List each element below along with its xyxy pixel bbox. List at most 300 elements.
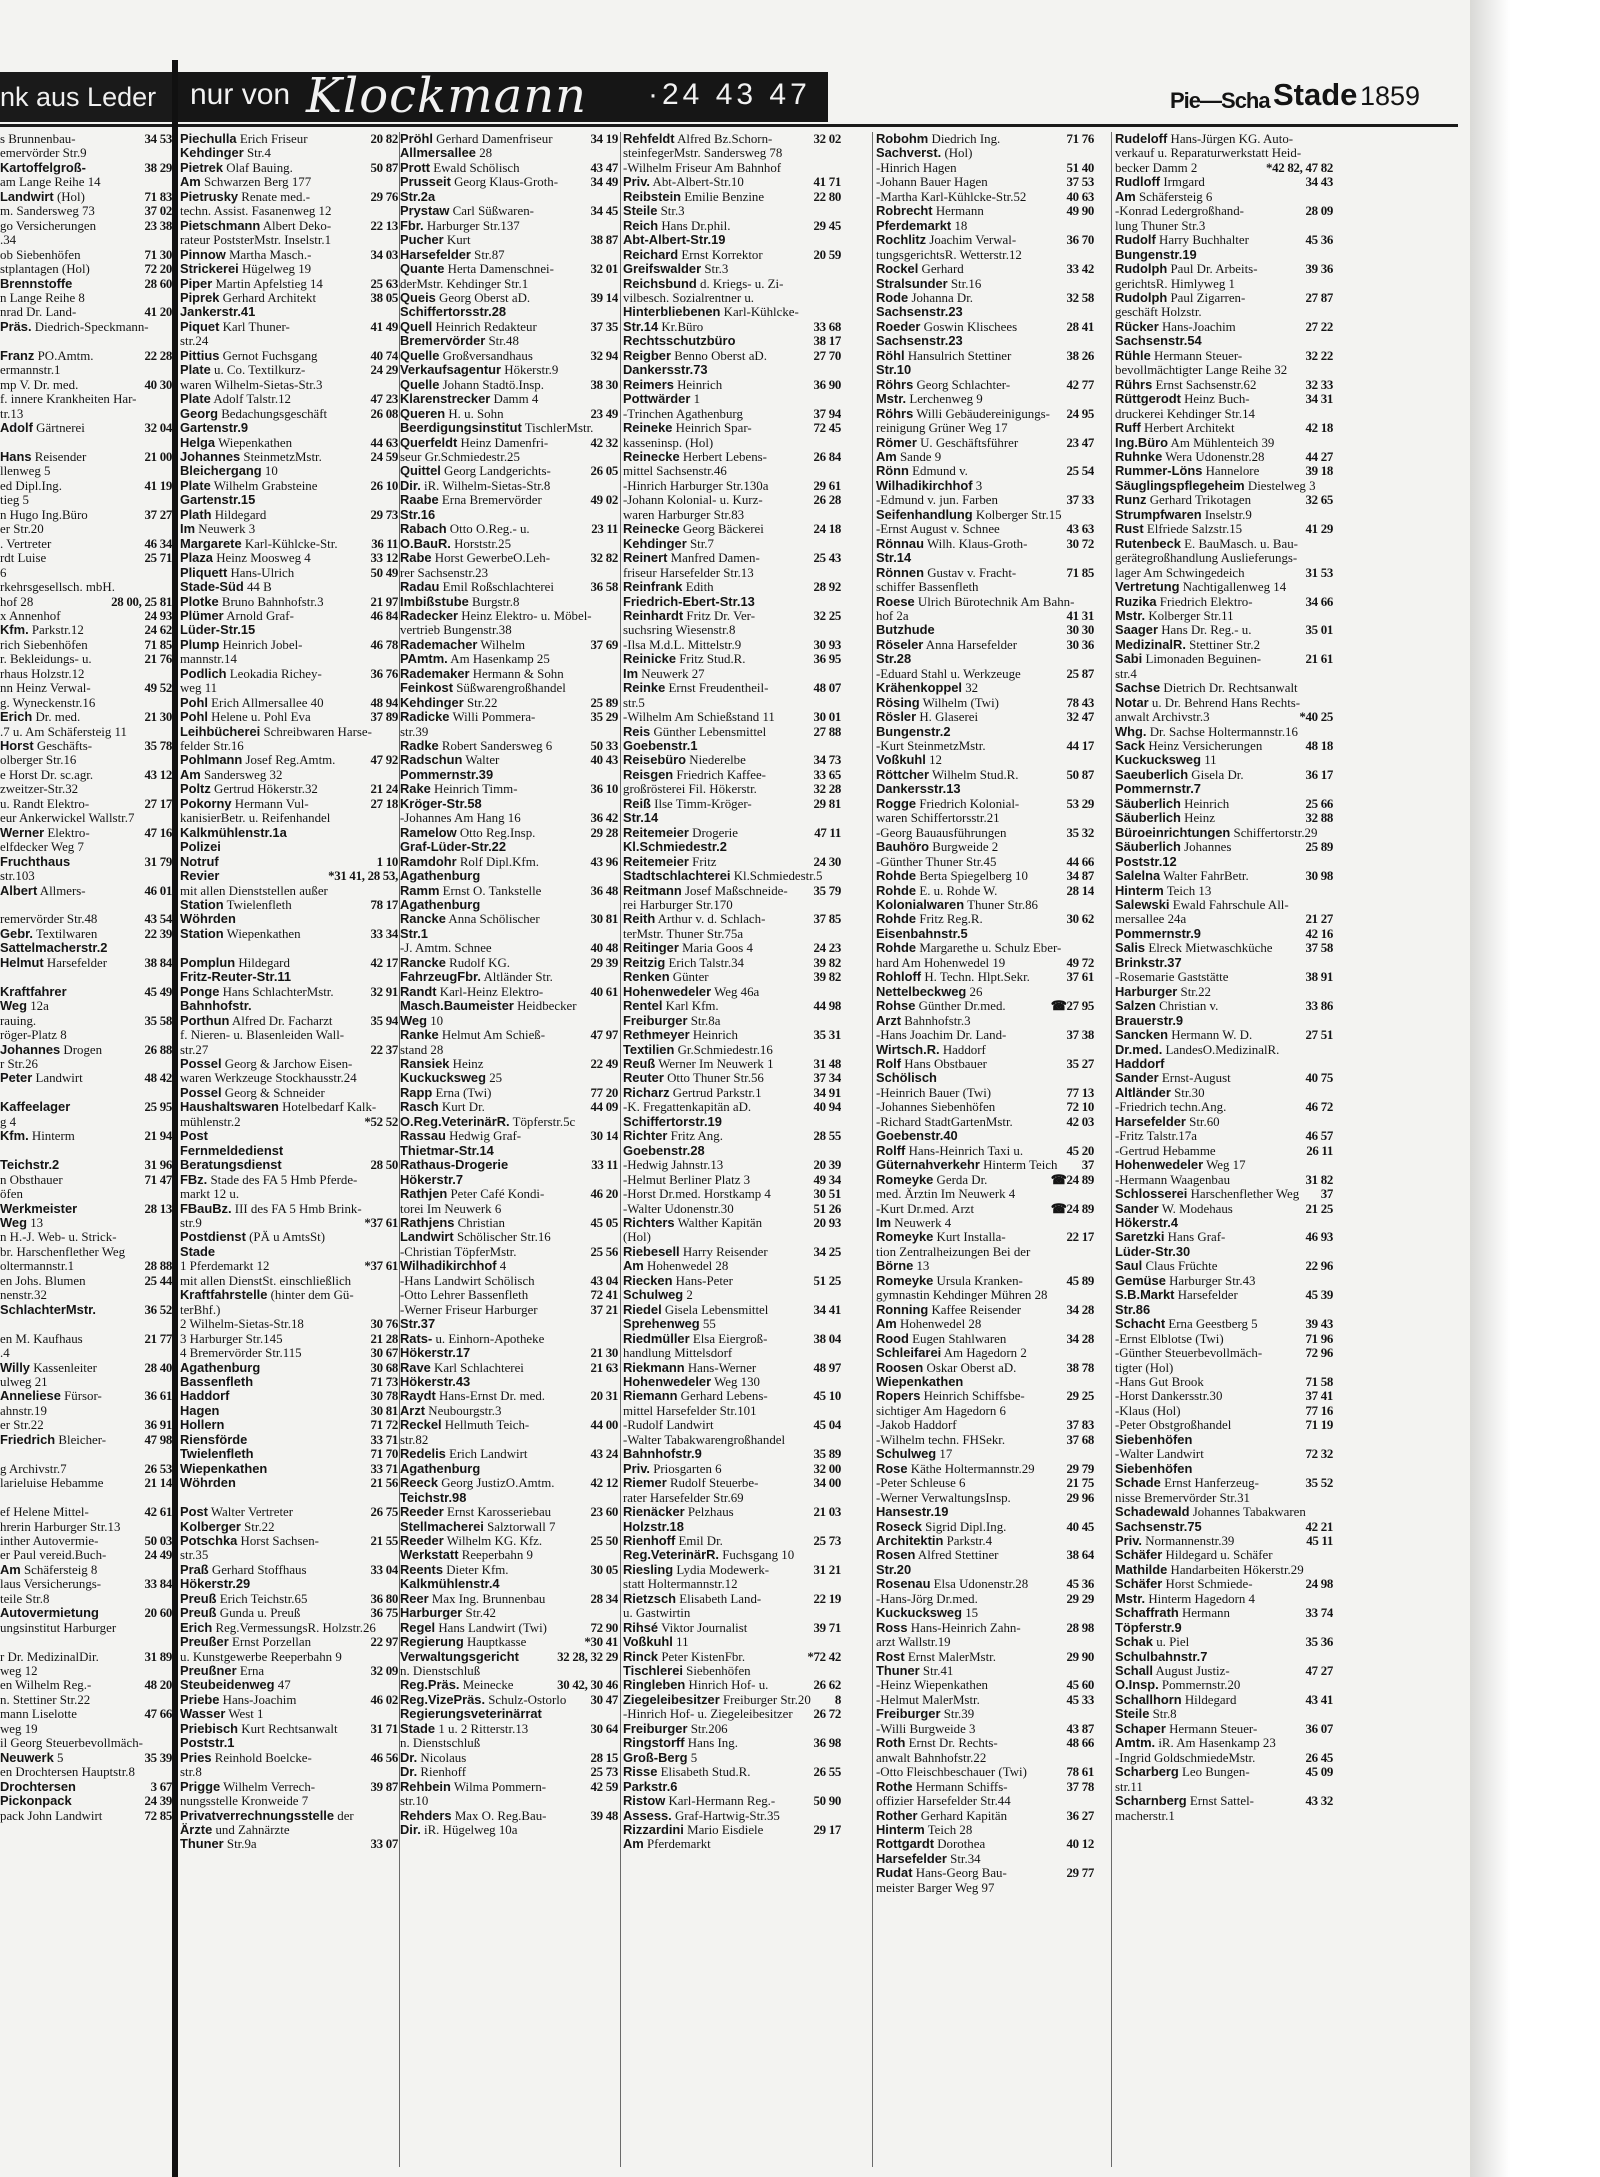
phone-number: 48 18 [1305, 739, 1333, 754]
directory-entry-line [876, 305, 1094, 319]
entry-text: Röttcher Wilhelm Stud.R. [876, 767, 1019, 782]
entry-text: Kehdinger Str.4 [180, 146, 271, 161]
directory-entry-line [876, 652, 1094, 666]
phone-number: 41 20 [144, 305, 172, 320]
entry-text: pack John Landwirt [0, 1808, 103, 1823]
directory-entry-line [623, 1476, 841, 1490]
entry-text: Riensförde [180, 1432, 248, 1447]
entry-text: Pottwärder 1 [623, 392, 701, 407]
entry-text: kasseninsp. (Hol) [623, 435, 714, 450]
directory-entry-line [623, 1837, 841, 1851]
phone-number: 42 03 [1066, 1114, 1094, 1129]
directory-entry-line [180, 1635, 398, 1649]
entry-text: Rudolf Harry Buchhalter [1115, 233, 1249, 248]
entry-text: Kolonialwaren Thuner Str.86 [876, 898, 1038, 913]
entry-text: Georg Bedachungsgeschäft [180, 406, 328, 421]
phone-number: 36 27 [1066, 1808, 1094, 1823]
directory-entry-line [1115, 436, 1333, 450]
phone-number: 47 66 [144, 1707, 172, 1722]
directory-entry-line [180, 233, 398, 247]
directory-entry-line [876, 1577, 1094, 1591]
phone-number: 33 86 [1305, 999, 1333, 1014]
entry-text: str.9 [180, 1215, 202, 1230]
phone-number: 32 94 [590, 348, 618, 363]
phone-number: 47 16 [144, 825, 172, 840]
directory-entry-line [180, 1317, 398, 1331]
entry-text: -Hans Landwirt Schölisch [400, 1273, 535, 1288]
directory-entry-line [180, 1621, 398, 1635]
phone-number: 26 08 [370, 406, 398, 421]
entry-text: n Obsthauer [0, 1172, 63, 1187]
directory-entry-line [400, 334, 618, 348]
entry-text: Ramdohr Rolf Dipl.Kfm. [400, 854, 539, 869]
entry-text: Butzhude [876, 623, 935, 638]
phone-number: 34 45 [590, 204, 618, 219]
directory-entry-line [623, 884, 841, 898]
phone-number: 39 82 [813, 970, 841, 985]
directory-entry-line [623, 1346, 841, 1360]
directory-entry-line [180, 609, 398, 623]
directory-entry-line [0, 912, 172, 926]
phone-number: 29 76 [370, 189, 398, 204]
entry-text: Polizei [180, 840, 221, 855]
directory-entry-line [1115, 1447, 1333, 1461]
entry-text: Sabi Limonaden Beguinen- [1115, 652, 1262, 667]
entry-text: Rohse Günther Dr.med. [876, 999, 1006, 1014]
phone-number: 32 25 [813, 608, 841, 623]
directory-entry-line [400, 1202, 618, 1216]
phone-number: 28 09 [1305, 204, 1333, 219]
directory-entry-line [0, 1129, 172, 1143]
entry-text: -Willi Burgweide 3 [876, 1721, 976, 1736]
entry-text: Seifenhandlung Kolberger Str.15 [876, 507, 1062, 522]
phone-number: 26 45 [1305, 1750, 1333, 1765]
entry-text: Hans Reisender [0, 449, 87, 464]
directory-entry-line [0, 1317, 172, 1331]
directory-entry-line [0, 1043, 172, 1057]
entry-text: 2 Wilhelm-Sietas-Str.18 [180, 1317, 304, 1332]
entry-text: str.10 [400, 1794, 429, 1809]
phone-number: 22 97 [370, 1635, 398, 1650]
entry-text: remervörder Str.48 [0, 912, 98, 927]
phone-number: *30 41 [584, 1635, 618, 1650]
phone-number: 47 92 [370, 753, 398, 768]
entry-text: Pittius Gernot Fuchsgang [180, 348, 318, 363]
phone-number: 40 48 [590, 941, 618, 956]
phone-number: 37 [1081, 1158, 1094, 1173]
entry-text: Rohde Fritz Reg.R. [876, 912, 983, 927]
phone-number: 34 53 [144, 132, 172, 146]
entry-text: Hökerstr.7 [400, 1172, 464, 1187]
directory-entry-line [623, 797, 841, 811]
phone-number: 40 45 [1066, 1519, 1094, 1534]
entry-text: Reineke Heinrich Spar- [623, 421, 752, 436]
directory-entry-line [400, 1028, 618, 1042]
phone-number: 41 31 [1066, 608, 1094, 623]
entry-text: tr.13 [0, 406, 24, 421]
directory-entry-line [400, 508, 618, 522]
phone-number: 77 13 [1066, 1085, 1094, 1100]
phone-number: 24 30 [813, 854, 841, 869]
phone-number: 45 33 [1066, 1692, 1094, 1707]
entry-text: Ramelow Otto Reg.Insp. [400, 825, 536, 840]
entry-text: Reich Hans Dr.phil. [623, 218, 731, 233]
directory-entry-line [180, 1751, 398, 1765]
entry-text: waren Harburger Str.83 [623, 507, 745, 522]
phone-number: 32 91 [370, 984, 398, 999]
directory-entry-line [623, 1534, 841, 1548]
entry-text: Priv. Normannenstr.39 [1115, 1533, 1235, 1548]
entry-text: Saager Hans Dr. Reg.- u. [1115, 623, 1252, 638]
entry-text: Schade Ernst Hanferzeug- [1115, 1476, 1259, 1491]
directory-entry-line [180, 1216, 398, 1230]
directory-entry-line [1115, 1057, 1333, 1071]
phone-number: 44 27 [1305, 449, 1333, 464]
entry-text: Schacht Erna Geestberg 5 [1115, 1317, 1258, 1332]
entry-text: Riekmann Hans-Werner [623, 1360, 757, 1375]
phone-number: 33 07 [370, 1837, 398, 1852]
phone-number: 30 81 [590, 912, 618, 927]
directory-entry-line [623, 1736, 841, 1750]
directory-entry-line [0, 407, 172, 421]
directory-entry-line [0, 161, 172, 175]
phone-number: 43 63 [1066, 522, 1094, 537]
phone-number: 22 28 [144, 348, 172, 363]
directory-entry-line [876, 970, 1094, 984]
phone-number: 37 21 [590, 1302, 618, 1317]
entry-text: eur Ankerwickel Wallstr.7 [0, 811, 135, 826]
directory-entry-line [623, 1505, 841, 1519]
directory-entry-line [623, 1462, 841, 1476]
header-rule [0, 124, 1458, 127]
entry-text: str.27 [180, 1042, 209, 1057]
phone-number: 21 61 [1305, 652, 1333, 667]
directory-entry-line [0, 797, 172, 811]
directory-entry-line [1115, 262, 1333, 276]
entry-text: Kfm. Parkstr.12 [0, 623, 84, 638]
entry-text: Kraftfahrstelle (hinter dem Gü- [180, 1288, 354, 1303]
directory-entry-line [180, 1736, 398, 1750]
phone-number: 33 71 [370, 1432, 398, 1447]
entry-text: Reigber Benno Oberst aD. [623, 348, 767, 363]
entry-text: Sachsenstr.54 [1115, 334, 1202, 349]
entry-text: -Kurt Dr.med. Arzt [876, 1201, 975, 1216]
directory-entry-line [876, 609, 1094, 623]
entry-text: Str.37 [400, 1317, 436, 1332]
entry-text: Plath Hildegard [180, 507, 267, 522]
entry-text: Richter Fritz Ang. [623, 1129, 723, 1144]
directory-entry-line [876, 1216, 1094, 1230]
entry-text: ob Siebenhöfen [0, 247, 81, 262]
entry-text: Im Neuwerk 3 [180, 522, 256, 537]
directory-entry-line [180, 1288, 398, 1302]
entry-text: bevollmächtigter Lange Reihe 32 [1115, 363, 1288, 378]
directory-entry-line [0, 840, 172, 854]
directory-entry-line [180, 811, 398, 825]
directory-entry-line [180, 782, 398, 796]
directory-entry-line [1115, 508, 1333, 522]
directory-entry-line [623, 146, 841, 160]
directory-entry-line [0, 1361, 172, 1375]
directory-entry-line [180, 768, 398, 782]
phone-number: 20 93 [813, 1215, 841, 1230]
directory-entry-line [876, 1361, 1094, 1375]
entry-text: Schäfer Hildegard u. Schäfer [1115, 1548, 1273, 1563]
entry-text: Riesling Lydia Modewerk- [623, 1562, 770, 1577]
entry-text: Possel Georg & Schneider [180, 1085, 325, 1100]
directory-entry-line [400, 826, 618, 840]
directory-entry-line [0, 1346, 172, 1360]
directory-entry-line [400, 985, 618, 999]
entry-text: Ronning Kaffee Reisender [876, 1302, 1022, 1317]
phone-number: 27 88 [813, 724, 841, 739]
entry-text: Rethmeyer Heinrich [623, 1028, 738, 1043]
directory-entry-line [1115, 1592, 1333, 1606]
phone-number: 27 17 [144, 796, 172, 811]
directory-entry-line [623, 1057, 841, 1071]
phone-number: *52 52 [364, 1114, 398, 1129]
phone-number: 38 04 [813, 1331, 841, 1346]
directory-entry-line [0, 262, 172, 276]
phone-number: 71 19 [1305, 1418, 1333, 1433]
phone-number: 30 47 [590, 1692, 618, 1707]
directory-entry-line [623, 652, 841, 666]
directory-entry-line [876, 1043, 1094, 1057]
entry-text: Rücker Hans-Joachim [1115, 319, 1236, 334]
directory-entry-line [400, 262, 618, 276]
directory-entry-line [1115, 1621, 1333, 1635]
entry-text: Reinert Manfred Damen- [623, 551, 760, 566]
entry-text: Kolberger Str.22 [180, 1519, 275, 1534]
entry-text: Reents Dieter Kfm. [400, 1562, 509, 1577]
directory-entry-line [1115, 291, 1333, 305]
directory-entry-line [623, 1693, 841, 1707]
phone-number: 22 17 [1066, 1230, 1094, 1245]
directory-entry-line [180, 638, 398, 652]
phone-number: 29 96 [1066, 1490, 1094, 1505]
phone-number: 49 34 [813, 1172, 841, 1187]
entry-text: Stralsunder Str.16 [876, 276, 982, 291]
phone-number: 28 15 [590, 1750, 618, 1765]
entry-text: Str.86 [1115, 1302, 1151, 1317]
entry-text: Erich Dr. med. [0, 710, 81, 725]
directory-entry-line [180, 1100, 398, 1114]
entry-text: -Horst Dr.med. Horstkamp 4 [623, 1187, 771, 1202]
entry-text: Rohde Berta Spiegelberg 10 [876, 869, 1028, 884]
directory-entry-line [0, 363, 172, 377]
directory-entry-line [876, 1433, 1094, 1447]
directory-entry-line [400, 1823, 618, 1837]
entry-text: hrerin Harburger Str.13 [0, 1519, 121, 1534]
entry-text: Kuckucksweg 15 [876, 1606, 979, 1621]
entry-text: Anneliese Fürsor- [0, 1389, 102, 1404]
entry-text: Rönn Edmund v. [876, 464, 968, 479]
directory-entry-line [1115, 1071, 1333, 1085]
directory-entry-line [180, 1722, 398, 1736]
entry-text: Beratungsdienst [180, 1158, 282, 1173]
phone-number: 43 87 [1066, 1721, 1094, 1736]
phone-number: 20 60 [144, 1606, 172, 1621]
directory-entry-line [876, 161, 1094, 175]
entry-text: Teichstr.2 [0, 1158, 60, 1173]
directory-entry-line [623, 493, 841, 507]
phone-number: 50 03 [144, 1533, 172, 1548]
phone-number: 32 00 [813, 1461, 841, 1476]
directory-entry-line [1115, 855, 1333, 869]
directory-entry-line [180, 1028, 398, 1042]
directory-entry-line [1115, 1173, 1333, 1187]
directory-entry-line [0, 884, 172, 898]
entry-text: Kaffeelager [0, 1100, 71, 1115]
phone-number: 26 62 [813, 1678, 841, 1693]
phone-number: 32 33 [1305, 377, 1333, 392]
phone-number: 37 34 [813, 1071, 841, 1086]
directory-entry-line [623, 219, 841, 233]
phone-number: 43 54 [144, 912, 172, 927]
directory-entry-line [876, 1707, 1094, 1721]
directory-entry-line [180, 869, 398, 883]
directory-entry-line [180, 1346, 398, 1360]
phone-number: 31 48 [813, 1057, 841, 1071]
entry-text: Holzstr.18 [623, 1519, 684, 1534]
directory-entry-line [0, 1028, 172, 1042]
phone-number: 28 88 [144, 1259, 172, 1274]
entry-text: Rats- u. Einhorn-Apotheke [400, 1331, 545, 1346]
entry-text: Plate u. Co. Textilkurz- [180, 363, 306, 378]
phone-number: 32 22 [1305, 348, 1333, 363]
entry-text: Am Pferdemarkt [623, 1837, 711, 1852]
entry-text: Am Schäfersteig 8 [0, 1562, 98, 1577]
entry-text: Bahnhofstr. [180, 999, 252, 1014]
entry-text: Am Hohenwedel 28 [623, 1259, 729, 1274]
directory-entry-line [180, 1389, 398, 1403]
entry-text: f. innere Krankheiten Har- [0, 392, 137, 407]
entry-text: Gemüse Harburger Str.43 [1115, 1273, 1256, 1288]
phone-number: 36 10 [590, 782, 618, 797]
entry-text: Rassau Hedwig Graf- [400, 1129, 522, 1144]
entry-text: Architektin Parkstr.4 [876, 1533, 993, 1548]
phone-number: 21 28 [370, 1331, 398, 1346]
directory-entry-line [180, 146, 398, 160]
phone-number: 28 41 [1066, 319, 1094, 334]
directory-entry-line [623, 363, 841, 377]
directory-entry-line [623, 1823, 841, 1837]
phone-number: 20 59 [813, 247, 841, 262]
entry-text: en Johs. Blumen [0, 1273, 86, 1288]
directory-entry-line [0, 1375, 172, 1389]
phone-number: 72 90 [590, 1620, 618, 1635]
phone-number: 30 67 [370, 1346, 398, 1361]
entry-text: Sancken Hermann W. D. [1115, 1028, 1253, 1043]
phone-number: 44 17 [1066, 739, 1094, 754]
directory-entry-line [1115, 1751, 1333, 1765]
phone-number: 48 42 [144, 1071, 172, 1086]
phone-number: 21 00 [144, 449, 172, 464]
directory-entry-line [400, 248, 618, 262]
entry-text: Preußer Ernst Porzellan [180, 1635, 312, 1650]
directory-entry-line [400, 1621, 618, 1635]
phone-number: 32 88 [1305, 811, 1333, 826]
directory-entry-line [1115, 1346, 1333, 1360]
phone-number: 25 73 [590, 1765, 618, 1780]
entry-text: Pohlmann Josef Reg.Amtm. [180, 753, 336, 768]
phone-number: 37 89 [370, 710, 398, 725]
phone-number: 32 02 [813, 132, 841, 146]
entry-text: Preuß Gunda u. Preuß [180, 1606, 301, 1621]
phone-number: 24 39 [144, 1794, 172, 1809]
directory-entry-line [876, 1693, 1094, 1707]
entry-text: Prigge Wilhelm Verrech- [180, 1779, 316, 1794]
directory-entry-line [0, 595, 172, 609]
entry-text: -Ernst August v. Schnee [876, 522, 1000, 537]
directory-entry-line [400, 1650, 618, 1664]
directory-entry-line [0, 869, 172, 883]
entry-text: Textilien Gr.Schmiedestr.16 [623, 1042, 773, 1057]
phone-number: 50 49 [370, 565, 398, 580]
directory-entry-line [1115, 1144, 1333, 1158]
directory-entry-line [0, 1780, 172, 1794]
entry-text: Reitzig Erich Talstr.34 [623, 955, 744, 970]
entry-text: str.103 [0, 869, 35, 884]
directory-entry-line [180, 1837, 398, 1851]
directory-entry-line [400, 623, 618, 637]
entry-text: 6 [0, 565, 7, 580]
directory-entry-line [180, 363, 398, 377]
phone-number: 71 96 [1305, 1331, 1333, 1346]
entry-text: Stade [180, 1244, 216, 1259]
directory-entry-line [400, 1303, 618, 1317]
entry-text: Rehfeldt Alfred Bz.Schorn- [623, 132, 773, 146]
directory-entry-line [400, 421, 618, 435]
entry-text: Salelna Walter FahrBetr. [1115, 869, 1249, 884]
column-3 [623, 132, 841, 2167]
directory-entry-line [0, 927, 172, 941]
entry-text: Thuner Str.9a [180, 1837, 257, 1852]
directory-entry-line [180, 436, 398, 450]
phone-number: 45 11 [1306, 1533, 1333, 1548]
directory-entry-line [623, 1361, 841, 1375]
directory-entry-line [400, 1057, 618, 1071]
entry-text: Randt Karl-Heinz Elektro- [400, 984, 544, 999]
directory-entry-line [0, 1433, 172, 1447]
entry-text: Rose Käthe Holtermannstr.29 [876, 1461, 1035, 1476]
directory-entry-line [623, 970, 841, 984]
directory-entry-line [1115, 349, 1333, 363]
directory-entry-line [400, 219, 618, 233]
entry-text: Pietrusky Renate med.- [180, 189, 310, 204]
phone-number: 47 97 [590, 1028, 618, 1043]
entry-text: Dankersstr.73 [623, 363, 708, 378]
phone-number: 20 39 [813, 1158, 841, 1173]
entry-text: torei Im Neuwerk 6 [400, 1201, 502, 1216]
entry-text: str.4 [1115, 666, 1137, 681]
entry-text: Romeyke Kurt Installa- [876, 1230, 1006, 1245]
entry-text: Rohde E. u. Rohde W. [876, 883, 998, 898]
directory-entry-line [400, 1520, 618, 1534]
directory-entry-line [180, 378, 398, 392]
entry-text: Pokorny Hermann Vul- [180, 796, 309, 811]
directory-entry-line [180, 1202, 398, 1216]
entry-text: reinigung Grüner Weg 17 [876, 421, 1008, 436]
entry-text: Allmersallee 28 [400, 146, 493, 161]
entry-text: . Vertreter [0, 536, 52, 551]
entry-text: tion Zentralheizungen Bei der [876, 1244, 1031, 1259]
entry-text: 1 Pferdemarkt 12 [180, 1259, 270, 1274]
directory-entry-line [876, 1476, 1094, 1490]
directory-entry-line [400, 1491, 618, 1505]
phone-number: 26 05 [590, 464, 618, 479]
directory-entry-line [876, 1245, 1094, 1259]
